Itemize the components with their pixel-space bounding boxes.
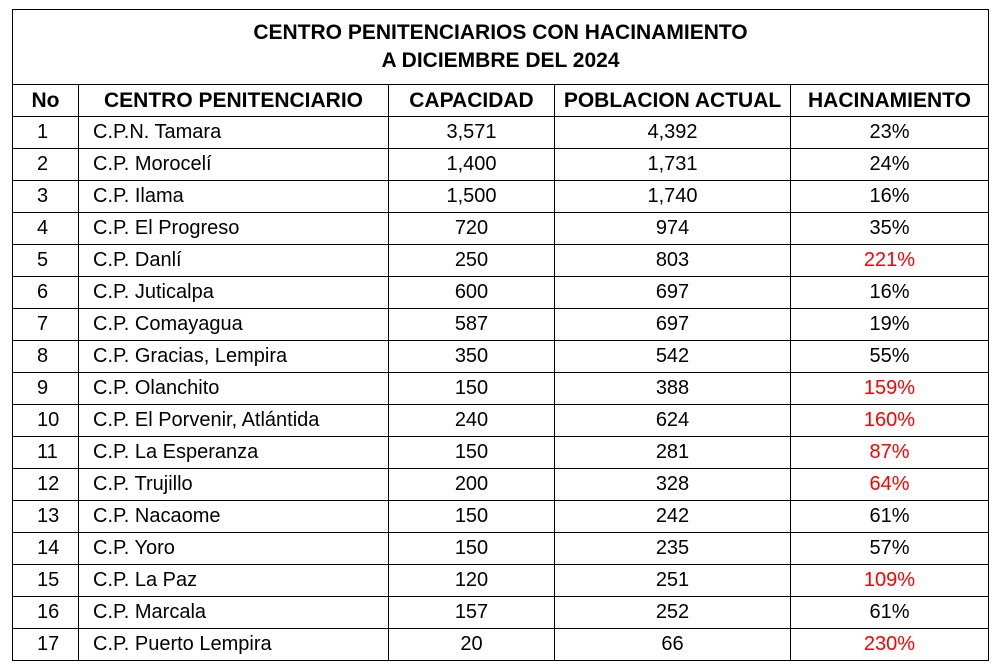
cell-capacidad: 350: [389, 341, 555, 373]
table-title-line-1: CENTRO PENITENCIARIOS CON HACINAMIENTO: [253, 21, 748, 44]
cell-centro: C.P. El Progreso: [79, 213, 389, 245]
cell-capacidad: 1,500: [389, 181, 555, 213]
cell-capacidad: 150: [389, 533, 555, 565]
cell-poblacion: 542: [555, 341, 791, 373]
table-row: [13, 597, 989, 629]
cell-capacidad: 120: [389, 565, 555, 597]
cell-capacidad: 150: [389, 501, 555, 533]
header-capacidad: CAPACIDAD: [389, 85, 555, 117]
cell-poblacion: 328: [555, 469, 791, 501]
cell-hacinamiento: 221%: [791, 245, 989, 277]
cell-no: 6: [13, 277, 79, 309]
cell-poblacion: 251: [555, 565, 791, 597]
cell-centro: C.P. Morocelí: [79, 149, 389, 181]
cell-centro: C.P. La Paz: [79, 565, 389, 597]
cell-capacidad: 20: [389, 629, 555, 661]
cell-no: 2: [13, 149, 79, 181]
cell-centro: C.P. Nacaome: [79, 501, 389, 533]
cell-poblacion: 66: [555, 629, 791, 661]
cell-poblacion: 624: [555, 405, 791, 437]
cell-hacinamiento: 61%: [791, 501, 989, 533]
cell-poblacion: 1,740: [555, 181, 791, 213]
table-title: [13, 10, 989, 85]
cell-centro: C.P. Gracias, Lempira: [79, 341, 389, 373]
cell-no: 8: [13, 341, 79, 373]
cell-capacidad: 240: [389, 405, 555, 437]
cell-no: 13: [13, 501, 79, 533]
cell-hacinamiento: 160%: [791, 405, 989, 437]
cell-poblacion: 242: [555, 501, 791, 533]
cell-centro: C.P. Ilama: [79, 181, 389, 213]
cell-poblacion: 235: [555, 533, 791, 565]
cell-centro: C.P. Comayagua: [79, 309, 389, 341]
cell-capacidad: 1,400: [389, 149, 555, 181]
cell-poblacion: 697: [555, 309, 791, 341]
cell-capacidad: 150: [389, 437, 555, 469]
table-row: [13, 437, 989, 469]
table-title-row: [13, 10, 989, 85]
cell-no: 15: [13, 565, 79, 597]
cell-hacinamiento: 109%: [791, 565, 989, 597]
cell-no: 17: [13, 629, 79, 661]
table-body: [13, 117, 989, 661]
cell-centro: C.P. Trujillo: [79, 469, 389, 501]
cell-capacidad: 250: [389, 245, 555, 277]
table-row: [13, 117, 989, 149]
cell-hacinamiento: 159%: [791, 373, 989, 405]
cell-centro: C.P. Danlí: [79, 245, 389, 277]
cell-hacinamiento: 57%: [791, 533, 989, 565]
cell-no: 12: [13, 469, 79, 501]
cell-poblacion: 697: [555, 277, 791, 309]
cell-capacidad: 720: [389, 213, 555, 245]
cell-centro: C.P. Juticalpa: [79, 277, 389, 309]
table-row: [13, 405, 989, 437]
cell-centro: C.P. Marcala: [79, 597, 389, 629]
cell-capacidad: 150: [389, 373, 555, 405]
cell-no: 5: [13, 245, 79, 277]
cell-no: 14: [13, 533, 79, 565]
cell-no: 16: [13, 597, 79, 629]
header-centro: CENTRO PENITENCIARIO: [79, 85, 389, 117]
table-row: [13, 149, 989, 181]
cell-no: 11: [13, 437, 79, 469]
cell-hacinamiento: 87%: [791, 437, 989, 469]
cell-no: 7: [13, 309, 79, 341]
cell-centro: C.P. El Porvenir, Atlántida: [79, 405, 389, 437]
cell-capacidad: 587: [389, 309, 555, 341]
overcrowding-table: [12, 9, 989, 661]
cell-no: 9: [13, 373, 79, 405]
table-title-line-2: A DICIEMBRE DEL 2024: [381, 49, 620, 72]
cell-poblacion: 281: [555, 437, 791, 469]
cell-hacinamiento: 23%: [791, 117, 989, 149]
cell-hacinamiento: 19%: [791, 309, 989, 341]
cell-poblacion: 4,392: [555, 117, 791, 149]
header-poblacion: POBLACION ACTUAL: [555, 85, 791, 117]
cell-hacinamiento: 24%: [791, 149, 989, 181]
cell-hacinamiento: 35%: [791, 213, 989, 245]
cell-no: 4: [13, 213, 79, 245]
table-row: [13, 501, 989, 533]
cell-no: 1: [13, 117, 79, 149]
cell-hacinamiento: 55%: [791, 341, 989, 373]
cell-centro: C.P.N. Tamara: [79, 117, 389, 149]
header-hacinamiento: HACINAMIENTO: [791, 85, 989, 117]
table-row: [13, 341, 989, 373]
header-no: No: [13, 85, 79, 117]
cell-no: 3: [13, 181, 79, 213]
table-row: [13, 277, 989, 309]
table-row: [13, 565, 989, 597]
cell-poblacion: 803: [555, 245, 791, 277]
cell-capacidad: 600: [389, 277, 555, 309]
cell-hacinamiento: 16%: [791, 277, 989, 309]
overcrowding-table-container: [12, 9, 988, 661]
cell-centro: C.P. Puerto Lempira: [79, 629, 389, 661]
cell-capacidad: 157: [389, 597, 555, 629]
cell-poblacion: 388: [555, 373, 791, 405]
cell-capacidad: 3,571: [389, 117, 555, 149]
cell-poblacion: 1,731: [555, 149, 791, 181]
cell-capacidad: 200: [389, 469, 555, 501]
cell-centro: C.P. Yoro: [79, 533, 389, 565]
table-row: [13, 533, 989, 565]
table-row: [13, 469, 989, 501]
table-row: [13, 373, 989, 405]
table-row: [13, 245, 989, 277]
cell-poblacion: 252: [555, 597, 791, 629]
table-row: [13, 213, 989, 245]
table-row: [13, 181, 989, 213]
cell-centro: C.P. La Esperanza: [79, 437, 389, 469]
table-header-row: [13, 85, 989, 117]
table-row: [13, 309, 989, 341]
cell-hacinamiento: 16%: [791, 181, 989, 213]
cell-no: 10: [13, 405, 79, 437]
cell-hacinamiento: 230%: [791, 629, 989, 661]
cell-hacinamiento: 64%: [791, 469, 989, 501]
cell-centro: C.P. Olanchito: [79, 373, 389, 405]
cell-hacinamiento: 61%: [791, 597, 989, 629]
table-row: [13, 629, 989, 661]
cell-poblacion: 974: [555, 213, 791, 245]
